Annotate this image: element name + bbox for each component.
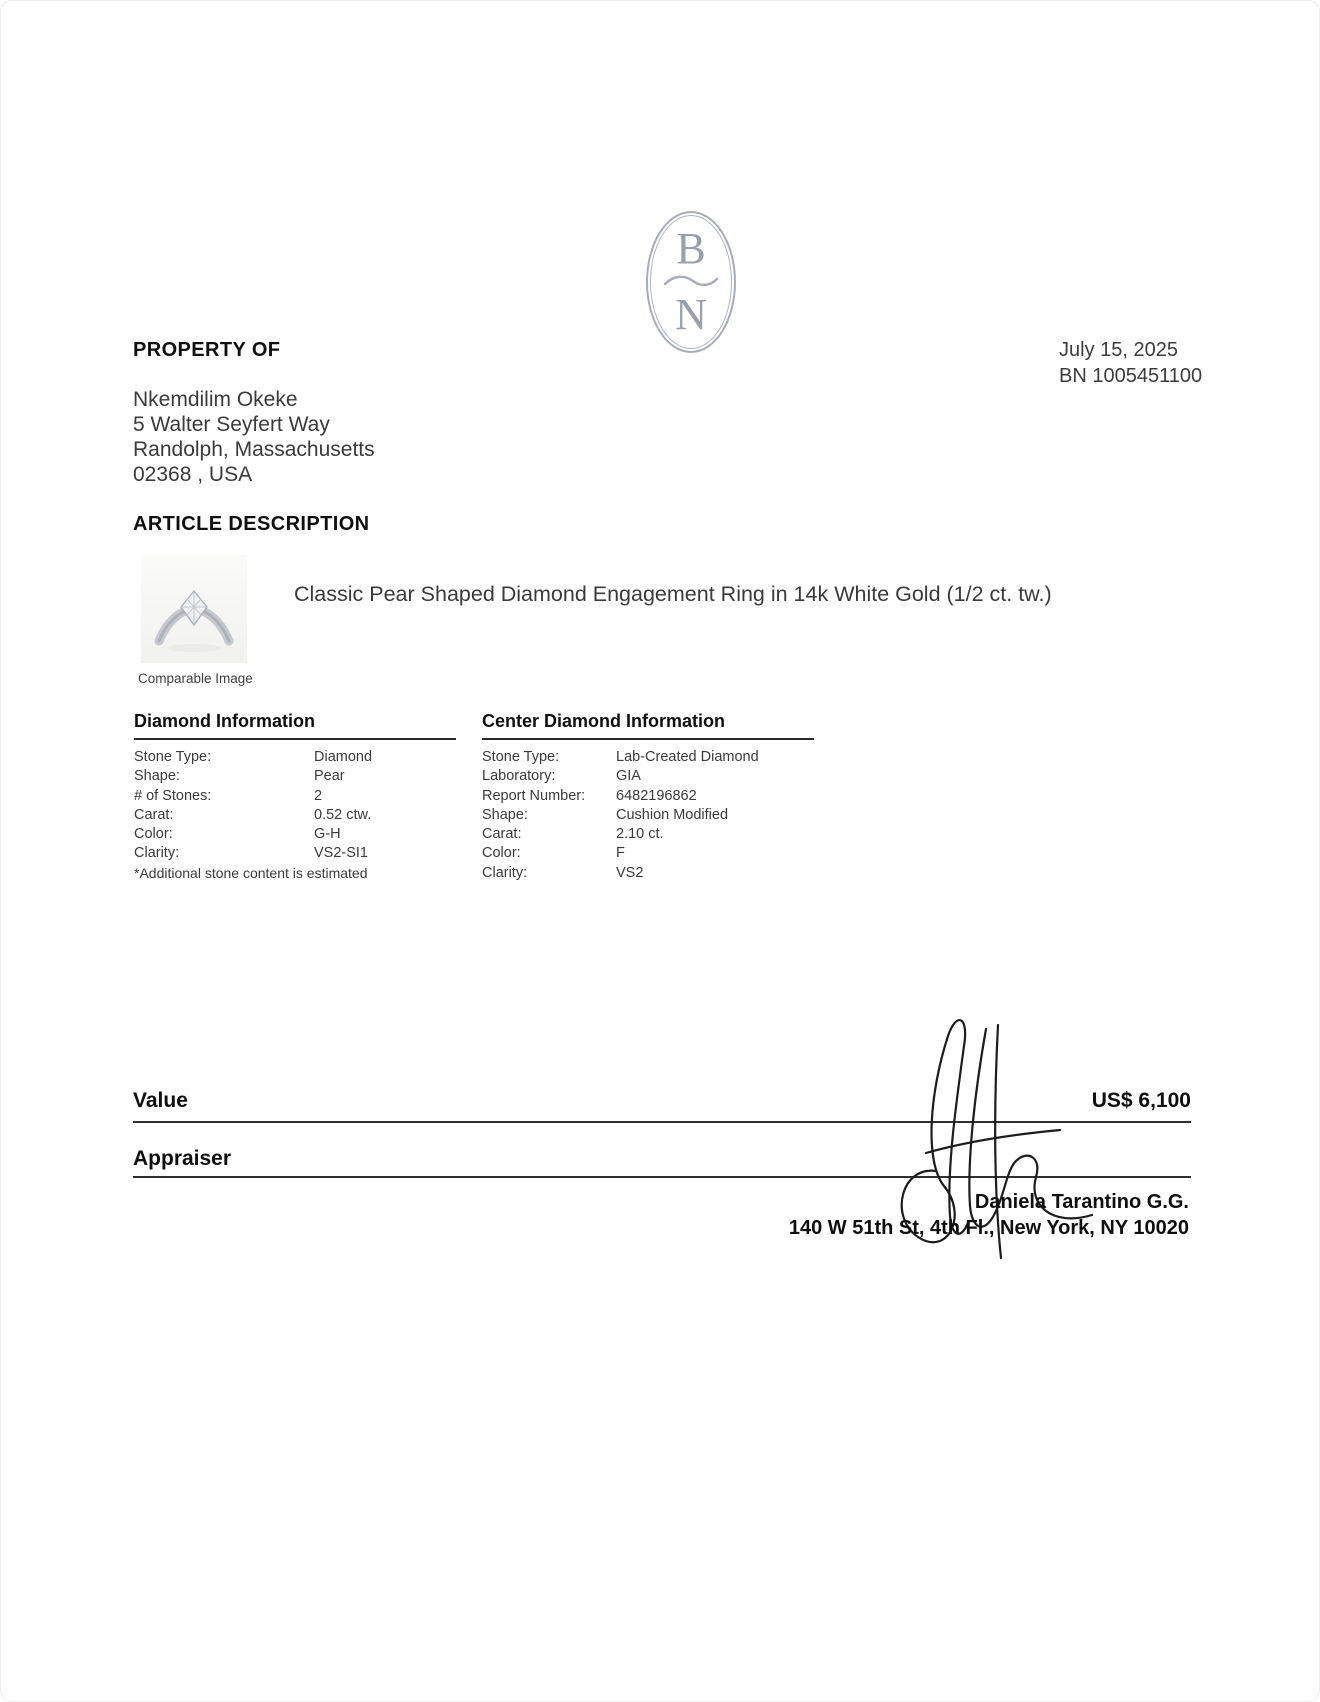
article-description-text: Classic Pear Shaped Diamond Engagement Ring in 14k White Gold (1/2 ct. tw.)	[294, 582, 1052, 606]
owner-street: 5 Walter Seyfert Way	[133, 413, 330, 436]
ring-photo	[141, 555, 247, 663]
row-label: Clarity:	[134, 845, 180, 862]
diamond-information-rows	[134, 748, 456, 883]
table-row	[134, 806, 456, 825]
row-label: Shape:	[482, 806, 528, 823]
value-label: Value	[133, 1089, 188, 1112]
image-caption: Comparable Image	[138, 671, 253, 686]
table-row	[134, 767, 456, 786]
row-value: 0.52 ctw.	[314, 806, 372, 823]
row-value: 2.10 ct.	[616, 826, 664, 843]
row-value: GIA	[616, 768, 641, 785]
article-description-heading: ARTICLE DESCRIPTION	[133, 513, 370, 535]
row-label: Clarity:	[482, 864, 528, 881]
diamond-information-table	[134, 711, 456, 883]
table-row	[482, 806, 814, 825]
row-value: F	[616, 845, 625, 862]
table-row	[134, 787, 456, 806]
owner-zip-country: 02368 , USA	[133, 463, 253, 486]
row-label: Stone Type:	[134, 749, 212, 765]
owner-address-block	[133, 387, 375, 487]
row-value: 6482196862	[616, 787, 697, 804]
row-value: 2	[314, 787, 323, 804]
table-row	[482, 787, 814, 806]
center-diamond-information-title: Center Diamond Information	[482, 711, 814, 740]
owner-name: Nkemdilim Okeke	[133, 388, 298, 411]
logo-letter-b: B	[676, 224, 706, 273]
row-label: Report Number:	[482, 787, 586, 804]
row-value: Cushion Modified	[616, 806, 729, 823]
row-label: Carat:	[134, 806, 174, 823]
logo-letter-n: N	[675, 290, 707, 339]
owner-city-state: Randolph, Massachusetts	[133, 438, 375, 461]
table-row	[482, 748, 814, 767]
table-row	[482, 825, 814, 844]
table-row	[482, 864, 814, 883]
value-amount: US$ 6,100	[1091, 1089, 1191, 1112]
row-value: Pear	[314, 768, 345, 785]
logo-wave-icon	[663, 273, 719, 289]
appraiser-address: 140 W 51th St, 4th Fl., New York, NY 10020	[788, 1217, 1189, 1239]
row-value: Diamond	[314, 749, 373, 765]
document-report-number: BN 1005451100	[1059, 365, 1203, 387]
appraiser-name: Daniela Tarantino G.G.	[974, 1191, 1189, 1213]
row-label: Color:	[482, 845, 521, 862]
row-label: Shape:	[134, 768, 180, 785]
center-diamond-information-rows	[482, 748, 814, 883]
row-label: Laboratory:	[482, 768, 556, 785]
row-label: Color:	[134, 826, 173, 843]
diamond-information-title: Diamond Information	[134, 711, 456, 740]
document-meta	[1059, 337, 1202, 389]
table-row	[482, 767, 814, 786]
table-row	[134, 825, 456, 844]
document-date: July 15, 2025	[1059, 339, 1178, 361]
row-value: VS2	[616, 864, 644, 881]
table-row	[134, 844, 456, 863]
row-value: Lab-Created Diamond	[616, 749, 759, 765]
bn-logo	[646, 211, 736, 353]
row-label: Carat:	[482, 826, 522, 843]
row-label: # of Stones:	[134, 787, 212, 804]
table-row	[134, 748, 456, 767]
appraiser-label: Appraiser	[133, 1147, 232, 1170]
row-label: Stone Type:	[482, 749, 560, 765]
diamond-information-footnote: *Additional stone content is estimated	[134, 864, 368, 881]
ring-illustration-icon	[141, 555, 247, 663]
table-row	[482, 844, 814, 863]
row-value: G-H	[314, 826, 341, 843]
row-value: VS2-SI1	[314, 845, 368, 862]
property-of-heading: PROPERTY OF	[133, 339, 281, 361]
center-diamond-information-table	[482, 711, 814, 883]
